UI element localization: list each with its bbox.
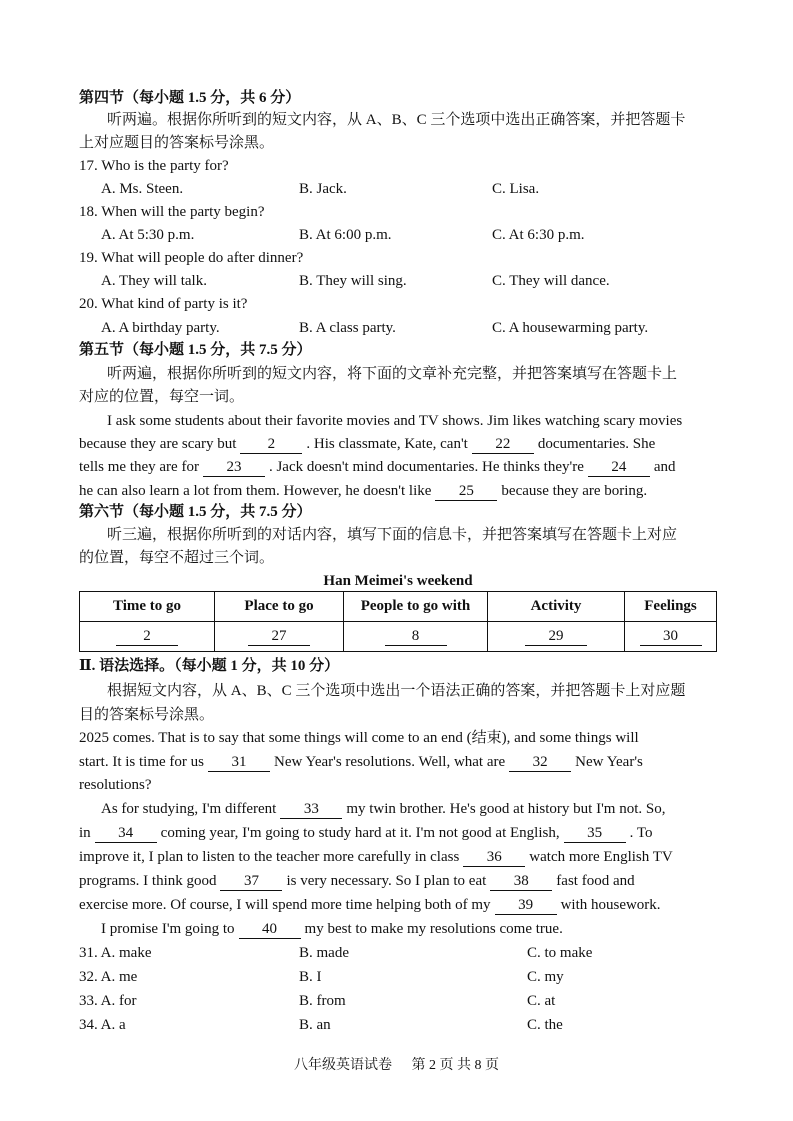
blank-32: 32 xyxy=(509,753,571,772)
option-17-a: A. Ms. Steen. xyxy=(101,181,184,197)
passage2-line4: As for studying, I'm different 33 my twin brother. He's good at history but I'm not. So, xyxy=(101,801,666,817)
info-card-caption: Han Meimei's weekend xyxy=(323,573,473,589)
passage5-line4: he can also learn a lot from them. However, he doesn't like 25 because they are boring. xyxy=(79,483,648,499)
question-17: 17. Who is the party for? xyxy=(79,158,229,174)
option-32-a: 32. A. me xyxy=(79,969,138,985)
option-19-c: C. They will dance. xyxy=(492,273,610,289)
option-34-b: B. an xyxy=(299,1017,331,1033)
option-18-c: C. At 6:30 p.m. xyxy=(492,227,585,243)
blank-38: 38 xyxy=(490,872,552,891)
question-20: 20. What kind of party is it? xyxy=(79,296,248,312)
blank-36: 36 xyxy=(463,848,525,867)
option-19-b: B. They will sing. xyxy=(299,273,407,289)
option-33-a: 33. A. for xyxy=(79,993,137,1009)
table-row xyxy=(80,622,717,652)
option-19-a: A. They will talk. xyxy=(101,273,207,289)
question-18: 18. When will the party begin? xyxy=(79,204,265,220)
passage5-line3: tells me they are for 23 . Jack doesn't mind documentaries. He thinks they're 24 and xyxy=(79,459,676,475)
section5-instruction-cont: 对应的位置，每空一词。 xyxy=(79,389,245,405)
option-17-b: B. Jack. xyxy=(299,181,347,197)
header-activity: Activity xyxy=(488,592,625,622)
blank-33: 33 xyxy=(280,800,342,819)
blank-23: 23 xyxy=(203,458,265,477)
option-20-c: C. A housewarming party. xyxy=(492,320,649,336)
option-31-b: B. made xyxy=(299,945,349,961)
info-card-table xyxy=(79,591,717,652)
blank-27: 27 xyxy=(248,627,310,646)
option-33-c: C. at xyxy=(527,993,556,1009)
blank-39: 39 xyxy=(495,896,557,915)
page-footer xyxy=(0,1054,793,1074)
option-34-c: C. the xyxy=(527,1017,563,1033)
blank-31: 31 xyxy=(208,753,270,772)
option-20-b: B. A class party. xyxy=(299,320,396,336)
section5-instruction: 听两遍，根据你所听到的短文内容，将下面的文章补充完整，并把答案填写在答题卡上 xyxy=(107,366,678,382)
passage2-line6: improve it, I plan to listen to the teacher more carefully in class 36 watch more English TV xyxy=(79,849,673,865)
passage2-line1: 2025 comes. That is to say that some things will come to an end (结束), and some things will xyxy=(79,730,639,746)
option-34-a: 34. A. a xyxy=(79,1017,126,1033)
option-33-b: B. from xyxy=(299,993,346,1009)
header-feelings: Feelings xyxy=(625,592,717,622)
section6-instruction: 听三遍，根据你所听到的对话内容，填写下面的信息卡，并把答案填写在答题卡上对应 xyxy=(107,527,678,543)
passage5-line2: because they are scary but 2 . His classmate, Kate, can't 22 documentaries. She xyxy=(79,436,656,452)
passage2-line8: exercise more. Of course, I will spend more time helping both of my 39 with housework. xyxy=(79,897,661,913)
blank-28: 8 xyxy=(385,627,447,646)
blank-35: 35 xyxy=(564,824,626,843)
section6-title: 第六节（每小题 1.5 分，共 7.5 分） xyxy=(79,504,312,520)
blank-25: 25 xyxy=(435,482,497,501)
footer-subject: 八年级英语试卷 xyxy=(294,1058,392,1073)
blank-24: 24 xyxy=(588,458,650,477)
header-time: Time to go xyxy=(80,592,215,622)
blank-40: 40 xyxy=(239,920,301,939)
header-place: Place to go xyxy=(215,592,344,622)
passage2-line3: resolutions? xyxy=(79,777,152,793)
passage2-line9: I promise I'm going to 40 my best to make my resolutions come true. xyxy=(101,921,563,937)
header-people: People to go with xyxy=(344,592,488,622)
section4-title: 第四节（每小题 1.5 分，共 6 分） xyxy=(79,90,301,106)
part2-instruction: 根据短文内容，从 A、B、C 三个选项中选出一个语法正确的答案，并把答题卡上对应题 xyxy=(107,683,686,699)
blank-30: 30 xyxy=(640,627,702,646)
question-19: 19. What will people do after dinner? xyxy=(79,250,304,266)
passage2-line7: programs. I think good 37 is very necessary. So I plan to eat 38 fast food and xyxy=(79,873,635,889)
blank-37: 37 xyxy=(220,872,282,891)
blank-34: 34 xyxy=(95,824,157,843)
section5-title: 第五节（每小题 1.5 分，共 7.5 分） xyxy=(79,342,312,358)
section6-instruction-cont: 的位置，每空不超过三个词。 xyxy=(79,550,275,566)
part2-title: Ⅱ. 语法选择。（每小题 1 分，共 10 分） xyxy=(79,658,340,674)
passage2-line5: in 34 coming year, I'm going to study hard at it. I'm not good at English, 35 . To xyxy=(79,825,653,841)
option-20-a: A. A birthday party. xyxy=(101,320,220,336)
option-31-c: C. to make xyxy=(527,945,593,961)
part2-instruction-cont: 目的答案标号涂黑。 xyxy=(79,707,215,723)
passage2-line2: start. It is time for us 31 New Year's resolutions. Well, what are 32 New Year's xyxy=(79,754,643,770)
blank-21: 2 xyxy=(240,435,302,454)
section4-instruction: 听两遍。根据你所听到的短文内容，从 A、B、C 三个选项中选出正确答案，并把答题卡 xyxy=(107,112,686,128)
option-17-c: C. Lisa. xyxy=(492,181,540,197)
blank-29: 29 xyxy=(525,627,587,646)
option-18-a: A. At 5:30 p.m. xyxy=(101,227,195,243)
option-31-a: 31. A. make xyxy=(79,945,152,961)
option-32-c: C. my xyxy=(527,969,564,985)
section4-instruction-cont: 上对应题目的答案标号涂黑。 xyxy=(79,135,275,151)
option-18-b: B. At 6:00 p.m. xyxy=(299,227,392,243)
blank-22: 22 xyxy=(472,435,534,454)
footer-page-number: 第 2 页 共 8 页 xyxy=(411,1058,499,1073)
option-32-b: B. I xyxy=(299,969,322,985)
passage5-line1: I ask some students about their favorite movies and TV shows. Jim likes watching scary movies xyxy=(107,413,683,429)
table-header-row xyxy=(80,592,717,622)
blank-26: 2 xyxy=(116,627,178,646)
